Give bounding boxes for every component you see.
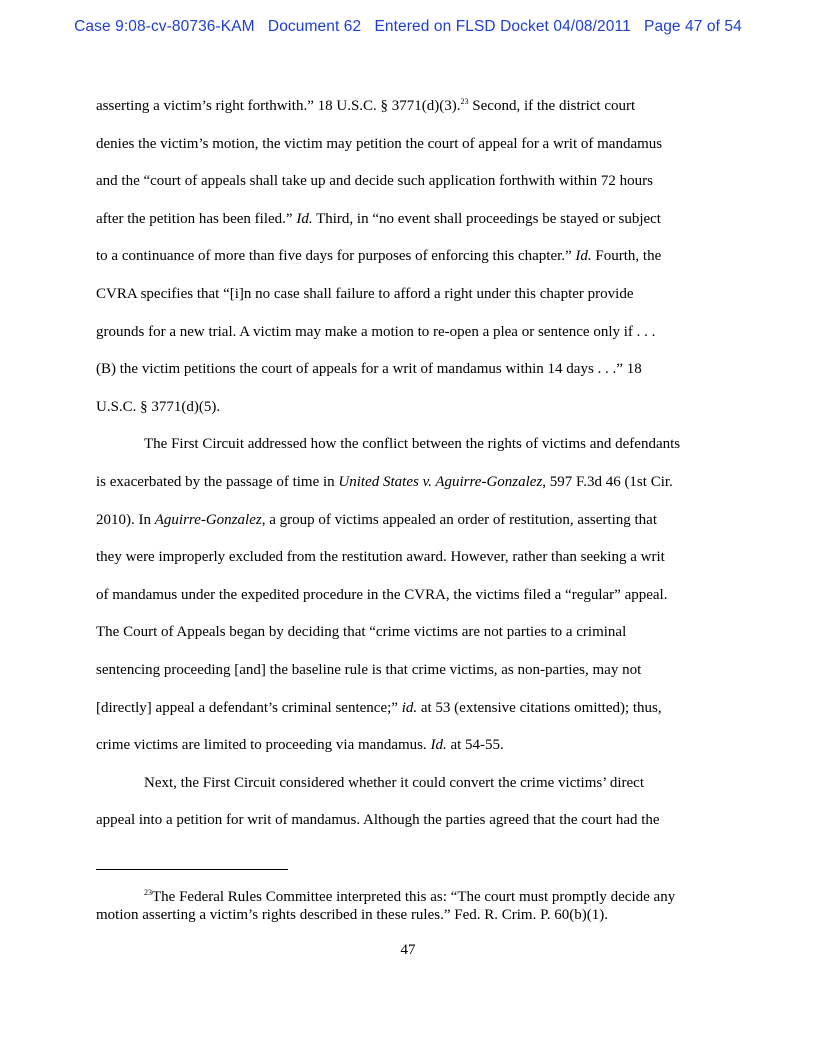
body-line: and the “court of appeals shall take up and decide such application forthwith within 72 hours xyxy=(96,173,653,190)
footnote-marker: 23 xyxy=(144,888,152,897)
italic-citation: id. xyxy=(401,699,418,716)
body-line: sentencing proceeding [and] the baseline rule is that crime victims, as non-parties, may not xyxy=(96,662,642,678)
body-line: The First Circuit addressed how the conflict between the rights of victims and defendants xyxy=(144,436,681,453)
body-line: they were improperly excluded from the restitution award. However, rather than seeking a writ xyxy=(96,549,665,566)
body-line: crime victims are limited to proceeding via mandamus. Id. at 54-55. xyxy=(96,737,504,754)
body-line: asserting a victim’s right forthwith.” 18 U.S.C. § 3771(d)(3).$^{23}$ Second, if the district court xyxy=(96,97,636,114)
footnote-line: $^{23}$The Federal Rules Committee interpreted this as: “The court must promptly decide any xyxy=(144,888,676,905)
page-of-total: Page 47 of 54 xyxy=(644,18,742,35)
body-line: [directly] appeal a defendant’s criminal sentence;” id. at 53 (extensive citations omitted); thus, xyxy=(96,699,662,716)
body-line: appeal into a petition for writ of mandamus. Although the parties agreed that the court had the xyxy=(96,812,660,829)
italic-citation: United States v. Aguirre-Gonzalez xyxy=(338,474,543,490)
case-number: Case 9:08-cv-80736-KAM xyxy=(74,18,255,35)
body-line: (B) the victim petitions the court of appeals for a writ of mandamus within 14 days . . .” 18 xyxy=(96,361,642,378)
footnote-line: motion asserting a victim’s rights described in these rules.” Fed. R. Crim. P. 60(b)(1). xyxy=(96,907,609,923)
italic-citation: Id. xyxy=(430,737,447,754)
italic-citation: Aguirre-Gonzalez xyxy=(154,511,262,528)
docket-header xyxy=(0,18,816,36)
footnote-marker: 23 xyxy=(460,97,469,106)
footnote-divider xyxy=(96,869,288,870)
italic-citation: Id. xyxy=(575,248,592,265)
body-line: CVRA specifies that “[i]n no case shall failure to afford a right under this chapter provide xyxy=(96,286,634,302)
body-line: Next, the First Circuit considered whether it could convert the crime victims’ direct xyxy=(144,774,644,791)
body-line: after the petition has been filed.” Id. Third, in “no event shall proceedings be stayed or subject xyxy=(96,210,661,227)
body-line: of mandamus under the expedited procedure in the CVRA, the victims filed a “regular” appeal. xyxy=(96,586,668,603)
body-line: denies the victim’s motion, the victim may petition the court of appeal for a writ of mandamus xyxy=(96,135,663,152)
italic-citation: Id. xyxy=(296,210,313,227)
docket-entry: Entered on FLSD Docket 04/08/2011 xyxy=(374,18,631,35)
body-line: 2010). In Aguirre-Gonzalez, a group of victims appealed an order of restitution, asserting that xyxy=(96,511,657,528)
body-line: The Court of Appeals began by deciding that “crime victims are not parties to a criminal xyxy=(96,624,627,641)
body-line: grounds for a new trial. A victim may make a motion to re-open a plea or sentence only if . . . xyxy=(96,323,656,340)
page-number: 47 xyxy=(400,942,416,958)
document-number: Document 62 xyxy=(267,18,362,35)
body-line: is exacerbated by the passage of time in United States v. Aguirre-Gonzalez, 597 F.3d 46 (1st Cir. xyxy=(96,474,673,490)
body-line: to a continuance of more than five days for purposes of enforcing this chapter.” Id. Fourth, the xyxy=(96,248,662,265)
body-line: U.S.C. § 3771(d)(5). xyxy=(96,398,221,415)
